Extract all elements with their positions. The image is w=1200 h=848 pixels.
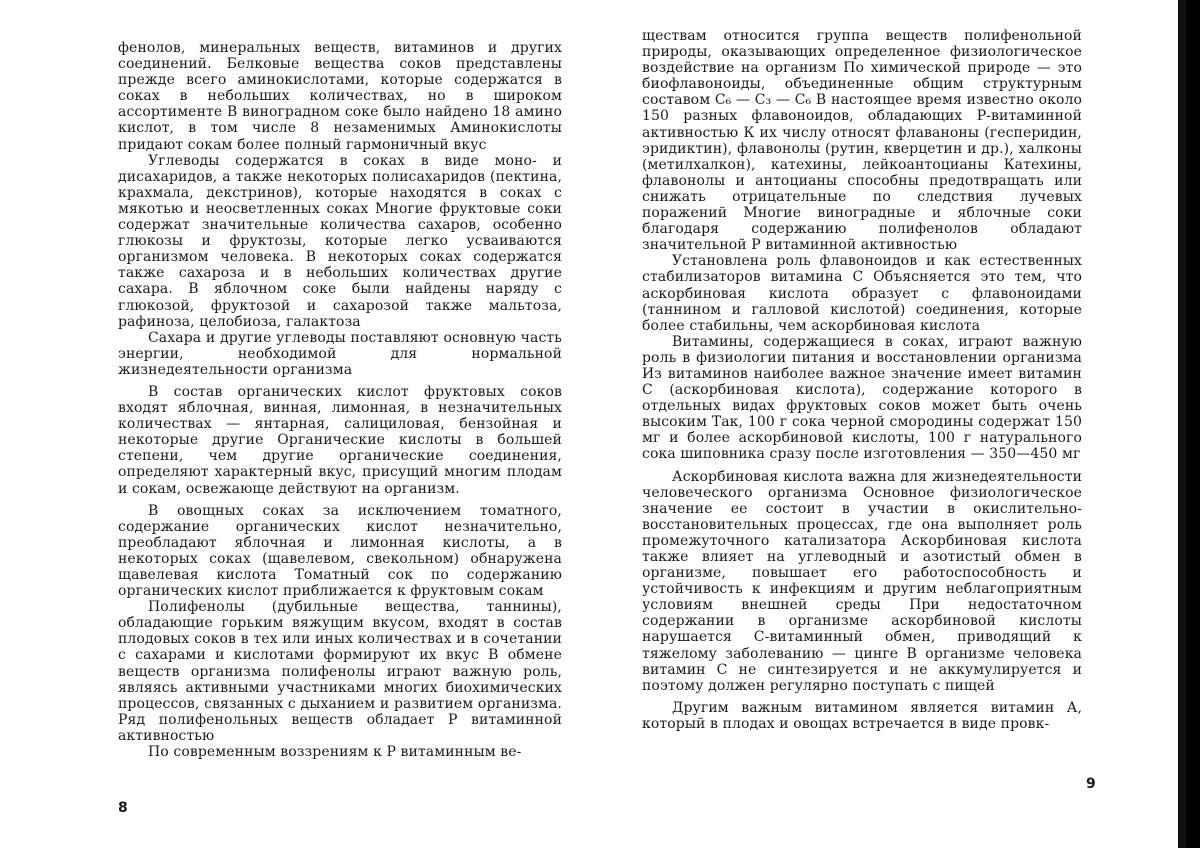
paragraph: Аскорбиновая кислота важна для жизнедеятельности человеческого организма Основное физиологическое значение ее состоит в участии в окислительно-восстановительных процессах, где она выполняет роль промежуточного катализатора Аскорбиновая кислота также влияет на углеводный и азотистый обмен в организме, повышает его работоспособность и устойчивость к инфекциям и другим неблагоприятным условиям внешней среды При недостаточном содержании в организме аскорбиновой кислоты нарушается С-витаминный обмен, приводящий к тяжелому заболеванию — цинге В организме человека витамин С не синтезируется и не аккумулируется и поэтому должен регулярно поступать с пищей	[642, 468, 1082, 694]
paragraph: В состав органических кислот фруктовых соков входят яблочная, винная, лимонная, в незначительных количествах — янтарная, салициловая, бензойная и некоторые другие Органические кислоты в большей степени, чем другие органические соединения, определяют характерный вкус, присущий многим плодам и сокам, освежающе действуют на организм.	[118, 383, 562, 497]
scan-edge-border	[1186, 0, 1200, 848]
paragraph: Полифенолы (дубильные вещества, таннины), обладающие горьким вяжущим вкусом, входят в состав плодовых соков в тех или иных количествах и в сочетании с сахарами и кислотами формируют их вкус В обмене веществ организма полифенолы играют важную роль, являясь активными участниками многих биохимических процессов, связанных с дыханием и развитием организма. Ряд полифенольных веществ обладает Р витаминной активностью	[118, 599, 562, 744]
paragraph: Сахара и другие углеводы поставляют основную часть энергии, необходимой для нормальной жизнедеятельности организма	[118, 329, 562, 378]
right-page-text	[642, 28, 1082, 732]
paragraph: фенолов, минеральных веществ, витаминов и других соединений. Белковые вещества соков представлены прежде всего аминокислотами, которые содержатся в соках в небольших количествах, но в широком ассортименте В виноградном соке было найдено 18 амино кислот, в том числе 8 незаменимых Аминокислоты придают сокам более полный гармоничный вкус	[118, 40, 562, 153]
paragraph: Углеводы содержатся в соках в виде моно- и дисахаридов, а также некоторых полисахаридов (пектина, крахмала, декстринов), которые находятся в соках с мякотью и неосветленных соках Многие фруктовые соки содержат значительные количества сахаров, особенно глюкозы и фруктозы, которые легко усваиваются организмом человека. В некоторых соках содержатся также сахароза и в небольших количествах другие сахара. В яблочном соке были найдены наряду с глюкозой, фруктозой и сахарозой также мальтоза, рафиноза, целобиоза, галактоза	[118, 152, 562, 330]
paragraph: В овощных соках за исключением томатного, содержание органических кислот незначительно, преобладают яблочная и лимонная кислоты, а в некоторых соках (щавелевом, свекольном) обнаружена щавелевая кислота Томатный сок по содержанию органических кислот приближается к фруктовым сокам	[118, 502, 562, 600]
paragraph: ществам относится группа веществ полифенольной природы, оказывающих определенное физиологическое воздействие на организм По химической природе — это биофлавоноиды, объединенные общим структурным составом С₆ — С₃ — С₆ В настоящее время известно около 150 разных флавоноидов, обладающих Р-витаминной активностью К их числу относят флаваноны (гесперидин, эридиктин), флавонолы (рутин, кверцетин и др.), халконы (метилхалкон), катехины, лейкоантоцианы Катехины, флавонолы и антоцианы способны предотвращать или снижать отрицательные по следствия лучевых поражений Многие виноградные и яблочные соки благодаря содержанию полифенолов обладают значительной Р витаминной активностью	[642, 28, 1082, 254]
scan-edge-shadow	[1178, 0, 1186, 848]
right-page	[600, 0, 1200, 848]
paragraph: Установлена роль флавоноидов и как естественных стабилизаторов витамина С Объясняется это тем, что аскорбиновая кислота образует с флавоноидами (таннином и галловой кислотой) соединения, которые более стабильны, чем аскорбиновая кислота	[642, 253, 1082, 334]
paragraph: Витамины, содержащиеся в соках, играют важную роль в физиологии питания и восстановлении организма Из витаминов наиболее важное значение имеет витамин С (аскорбиновая кислота), содержание которого в отдельных видах фруктовых соков может быть очень высоким Так, 100 г сока черной смородины содержат 150 мг и более аскорбиновой кислоты, 100 г натурального сока шиповника сразу после изготовления — 350—450 мг	[642, 333, 1082, 463]
paragraph: По современным воззрениям к Р витаминным ве-	[148, 744, 522, 761]
left-page-text	[118, 40, 562, 760]
page-number: 9	[1086, 776, 1096, 792]
paragraph: Другим важным витамином является витамин А, который в плодах и овощах встречается в виде провк-	[642, 699, 1082, 732]
page-number: 8	[118, 800, 128, 816]
